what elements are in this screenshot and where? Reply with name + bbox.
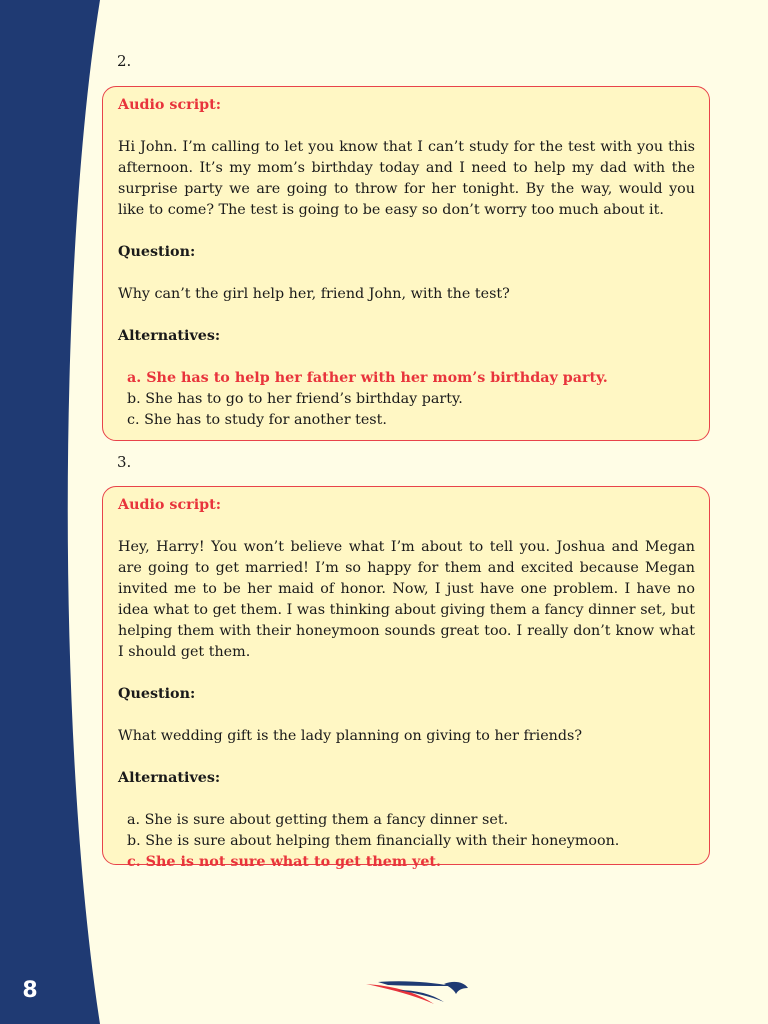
alternative-item: b. She has to go to her friend’s birthday party. bbox=[127, 391, 463, 407]
alternatives-label: Alternatives: bbox=[118, 770, 221, 786]
audio-script-text: Hi John. I’m calling to let you know that I can’t study for the test with you this afternoon. It’s my mom’s birthday today and I need to help my dad with the surprise party we are going to throw for her tonight. By the way, would you like to come? The test is going to be easy so don’t worry too much about it. bbox=[118, 139, 695, 218]
alternative-item: a. She is sure about getting them a fancy dinner set. bbox=[127, 812, 509, 828]
audio-script-label: Audio script: bbox=[118, 97, 222, 113]
audio-script-label: Audio script: bbox=[118, 497, 222, 513]
question-text: Why can’t the girl help her, friend John, with the test? bbox=[118, 286, 510, 302]
question-number: 2. bbox=[117, 52, 132, 70]
alternative-item: c. She has to study for another test. bbox=[127, 412, 387, 428]
question-box bbox=[102, 486, 710, 870]
question-box bbox=[102, 86, 710, 441]
question-number: 3. bbox=[117, 453, 132, 471]
question-text: What wedding gift is the lady planning on giving to her friends? bbox=[118, 728, 583, 744]
page-number: 8 bbox=[22, 978, 38, 1003]
audio-script-text: Hey, Harry! You won’t believe what I’m about to tell you. Joshua and Megan are going to get married! I’m so happy for them and excited because Megan invited me to be her maid of honor. Now, I just have one problem. I have no idea what to get them. I was thinking about giving them a fancy dinner set, but helping them with their honeymoon sounds great too. I really don’t know what I should get them. bbox=[118, 539, 695, 660]
question-label: Question: bbox=[118, 686, 196, 702]
alternative-item: b. She is sure about helping them financially with their honeymoon. bbox=[127, 833, 620, 849]
publisher-logo-icon bbox=[364, 978, 470, 1008]
alternative-item: a. She has to help her father with her mom’s birthday party. bbox=[127, 370, 608, 386]
question-label: Question: bbox=[118, 244, 196, 260]
alternatives-label: Alternatives: bbox=[118, 328, 221, 344]
alternatives-list bbox=[127, 810, 709, 873]
alternatives-list bbox=[127, 368, 709, 431]
alternative-item: c. She is not sure what to get them yet. bbox=[127, 854, 441, 870]
